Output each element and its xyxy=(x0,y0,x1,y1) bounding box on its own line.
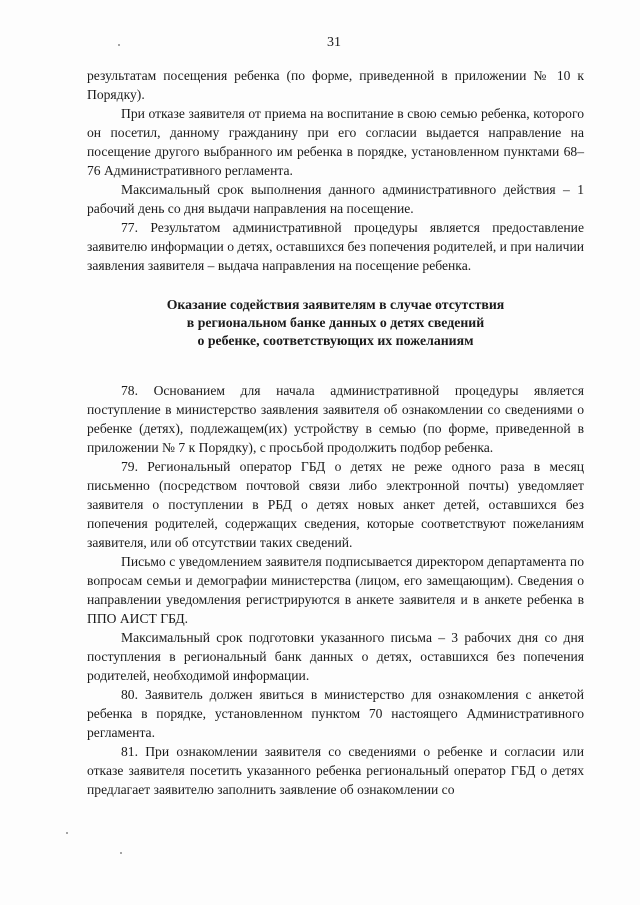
paragraphs-after xyxy=(87,381,584,799)
page-number: 31 xyxy=(327,35,341,50)
section-heading-line: Оказание содействия заявителям в случае отсутствия xyxy=(166,297,505,312)
scan-speck xyxy=(120,852,122,854)
scan-speck xyxy=(66,832,68,834)
paragraph: Максимальный срок подготовки указанного письма – 3 рабочих дня со дня поступления в региональный банк данных о детях, оставшихся без попечения родителей, необходимой информации. xyxy=(87,630,584,683)
paragraph: 79. Региональный оператор ГБД о детях не реже одного раза в месяц письменно (посредством почтовой связи либо электронной почты) уведомляет заявителя о поступлении в РБД о детях новых анкет детей, оставшихся без попечения родителей, содержащих сведения, которые соответствуют пожеланиям заявителя, или об отсутствии таких сведений. xyxy=(87,459,584,550)
paragraphs-before xyxy=(87,66,584,275)
paragraph: 77. Результатом административной процедуры является предоставление заявителю информации о детях, оставшихся без попечения родителей, и при наличии заявления заявителя – выдача направления на посещение ребенка. xyxy=(87,220,584,273)
paragraph: При отказе заявителя от приема на воспитание в свою семью ребенка, которого он посетил, данному гражданину при его согласии выдается направление на посещение другого выбранного им ребенка в порядке, установленном пунктами 68–76 Административного регламента. xyxy=(87,106,584,178)
section-heading-line: о ребенке, соответствующих их пожеланиям xyxy=(197,333,474,348)
paragraph: Максимальный срок выполнения данного административного действия – 1 рабочий день со дня выдачи направления на посещение. xyxy=(87,182,584,216)
paragraph: 78. Основанием для начала административной процедуры является поступление в министерство заявления заявителя об ознакомлении со сведениями о ребенке (детях), подлежащем(их) устройству в семью (по форме, приведенной в приложении № 7 к Порядку), с просьбой продолжить подбор ребенка. xyxy=(87,383,584,455)
section-heading-line: в региональном банке данных о детях сведений xyxy=(186,315,485,330)
document-body xyxy=(87,66,584,799)
paragraph: результатам посещения ребенка (по форме, приведенной в приложении № 10 к Порядку). xyxy=(87,68,584,102)
paragraph: 81. При ознакомлении заявителя со сведениями о ребенке и согласии или отказе заявителя посетить указанного ребенка региональный оператор ГБД о детях предлагает заявителю заполнить заявление об ознакомлении со xyxy=(87,744,584,797)
paragraph: Письмо с уведомлением заявителя подписывается директором департамента по вопросам семьи и демографии министерства (лицом, его замещающим). Сведения о направлении уведомления регистрируются в анкете заявителя и в анкете ребенка в ППО АИСТ ГБД. xyxy=(87,554,584,626)
section-heading xyxy=(87,296,584,350)
paragraph: 80. Заявитель должен явиться в министерство для ознакомления с анкетой ребенка в порядке, установленном пунктом 70 настоящего Административного регламента. xyxy=(87,687,584,740)
